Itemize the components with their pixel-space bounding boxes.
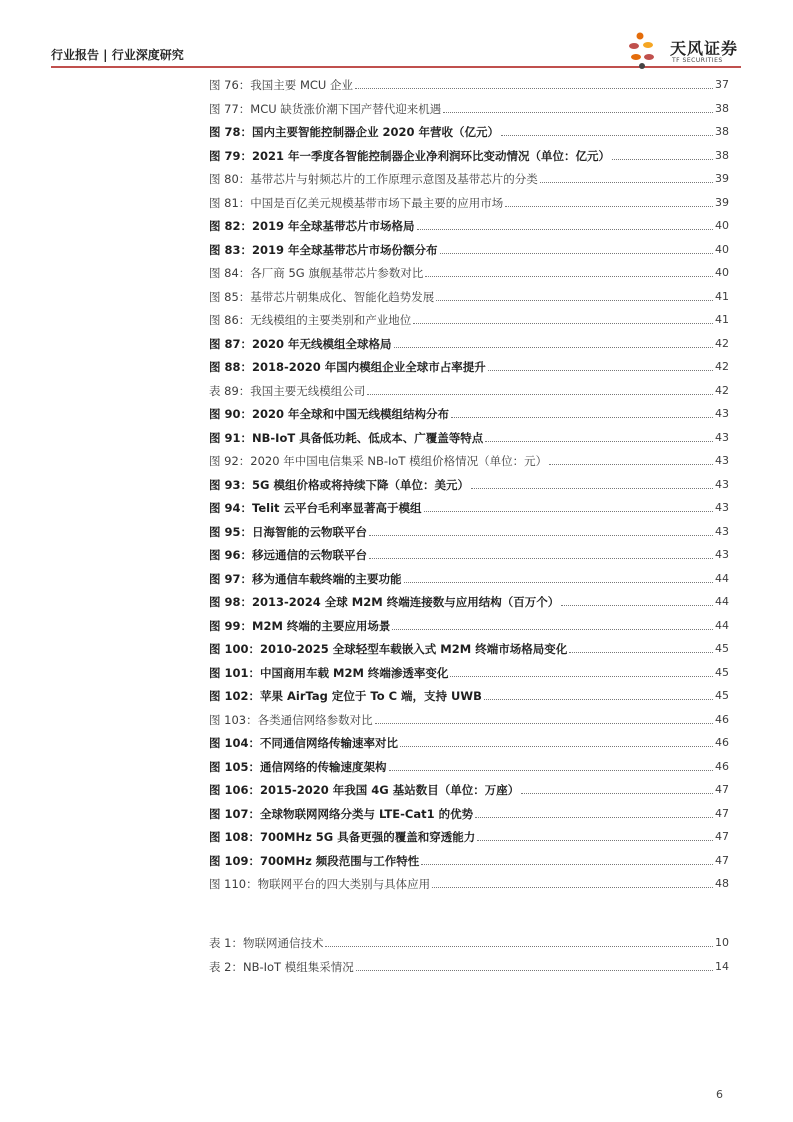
toc-entry[interactable] (209, 664, 729, 680)
toc-entry[interactable] (209, 958, 729, 974)
toc-entry-label: 图 97：移为通信车载终端的主要功能 (209, 571, 402, 586)
header-title: 行业报告 | 行业深度研究 (51, 48, 184, 62)
toc-entry-label: 图 98：2013-2024 全球 M2M 终端连接数与应用结构（百万个） (209, 595, 560, 609)
toc-entry-page: 44 (715, 571, 729, 585)
toc-entry-page: 38 (715, 148, 729, 162)
toc-entry-label: 图 85：基带芯片朝集成化、智能化趋势发展 (209, 289, 435, 304)
toc-leader-dots (477, 839, 713, 841)
toc-entry-page: 10 (715, 936, 729, 949)
toc-entry-page: 46 (715, 759, 729, 773)
toc-leader-dots (424, 510, 713, 512)
toc-entry-label: 图 95：日海智能的云物联平台 (209, 524, 368, 539)
toc-leader-dots (369, 557, 713, 559)
toc-leader-dots (475, 816, 713, 818)
toc-entry[interactable] (209, 758, 729, 774)
toc-leader-dots (392, 628, 713, 630)
toc-entry-page: 45 (715, 689, 729, 702)
toc-entry-page: 45 (715, 642, 729, 655)
toc-entry-page: 47 (715, 783, 729, 796)
toc-entry[interactable] (209, 711, 729, 727)
toc-entry-page: 41 (715, 313, 729, 326)
toc-entry[interactable] (209, 640, 729, 656)
toc-leader-dots (488, 369, 713, 371)
toc-entry-label: 图 86：无线模组的主要类别和产业地位 (209, 313, 412, 327)
brand-subtitle: TF SECURITIES (672, 57, 723, 64)
toc-entry[interactable] (209, 852, 729, 868)
toc-entry-page: 37 (715, 78, 729, 91)
toc-entry[interactable] (209, 335, 729, 351)
toc-entry-label: 图 93：5G 模组价格或将持续下降（单位：美元） (209, 477, 469, 492)
toc-entry-page: 40 (715, 219, 729, 232)
toc-leader-dots (450, 675, 713, 677)
toc-entry[interactable] (209, 875, 729, 891)
toc-leader-dots (471, 487, 713, 489)
brand-logo (626, 30, 746, 70)
toc-entry-label: 图 77：MCU 缺货涨价潮下国产替代迎来机遇 (209, 101, 442, 116)
toc-leader-dots (356, 969, 713, 971)
toc-entry-page: 40 (715, 266, 729, 279)
toc-leader-dots (404, 581, 713, 583)
toc-leader-dots (561, 604, 713, 606)
toc-entry[interactable] (209, 170, 729, 186)
toc-entry-page: 44 (715, 595, 729, 608)
toc-entry-label: 图 81：中国是百亿美元规模基带市场下最主要的应用市场 (209, 195, 504, 210)
toc-entry-page: 43 (715, 407, 729, 420)
toc-entry-page: 43 (715, 524, 729, 538)
toc-entry[interactable] (209, 288, 729, 304)
toc-leader-dots (421, 863, 713, 865)
toc-entry-page: 43 (715, 454, 729, 467)
toc-entry[interactable] (209, 523, 729, 539)
toc-entry-label: 图 76：我国主要 MCU 企业 (209, 78, 353, 92)
toc-entry-label: 图 103：各类通信网络参数对比 (209, 712, 373, 727)
toc-entry-label: 图 88：2018-2020 年国内模组企业全球市占率提升 (209, 360, 486, 374)
toc-entry[interactable] (209, 100, 729, 116)
toc-entry[interactable] (209, 546, 729, 562)
toc-entry-label: 表 2：NB-IoT 模组集采情况 (209, 959, 354, 974)
toc-leader-dots (432, 886, 713, 888)
toc-leader-dots (367, 393, 713, 395)
toc-entry-page: 14 (715, 959, 729, 973)
toc-entry[interactable] (209, 382, 729, 398)
toc-entry-label: 图 105：通信网络的传输速度架构 (209, 759, 387, 774)
toc-leader-dots (612, 158, 713, 160)
toc-entry-page: 43 (715, 430, 729, 444)
toc-entry[interactable] (209, 311, 729, 327)
toc-leader-dots (569, 651, 713, 653)
toc-entry-label: 图 107：全球物联网网络分类与 LTE-Cat1 的优势 (209, 806, 474, 821)
toc-entry[interactable] (209, 934, 729, 950)
toc-entry[interactable] (209, 828, 729, 844)
toc-entry-page: 42 (715, 360, 729, 373)
toc-entry-page: 43 (715, 477, 729, 491)
toc-entry-label: 图 78：国内主要智能控制器企业 2020 年营收（亿元） (209, 125, 500, 139)
toc-entry-label: 表 1：物联网通信技术 (209, 936, 324, 950)
logo-mark-icon (626, 30, 670, 70)
toc-leader-dots (484, 698, 713, 700)
toc-entry-label: 图 83：2019 年全球基带芯片市场份额分布 (209, 242, 438, 257)
toc-entry[interactable] (209, 593, 729, 609)
toc-leader-dots (436, 299, 713, 301)
toc-entry-label: 图 92：2020 年中国电信集采 NB-IoT 模组价格情况（单位：元） (209, 454, 548, 468)
toc-entry[interactable] (209, 570, 729, 586)
toc-entry-page: 43 (715, 548, 729, 561)
toc-entry-label: 图 99：M2M 终端的主要应用场景 (209, 618, 391, 633)
toc-leader-dots (540, 181, 713, 183)
toc-entry-label: 图 80：基带芯片与射频芯片的工作原理示意图及基带芯片的分类 (209, 172, 538, 186)
toc-entry-label: 图 82：2019 年全球基带芯片市场格局 (209, 219, 415, 233)
toc-entry[interactable] (209, 241, 729, 257)
toc-entry[interactable] (209, 358, 729, 374)
toc-entry-page: 39 (715, 172, 729, 185)
toc-entry-label: 图 110：物联网平台的四大类别与具体应用 (209, 877, 431, 891)
toc-entry[interactable] (209, 194, 729, 210)
toc-entry-page: 47 (715, 806, 729, 820)
toc-leader-dots (400, 745, 713, 747)
toc-entry[interactable] (209, 429, 729, 445)
toc-entry-label: 图 84：各厂商 5G 旗舰基带芯片参数对比 (209, 266, 424, 280)
toc-entry-label: 图 100：2010-2025 全球轻型车载嵌入式 M2M 终端市场格局变化 (209, 642, 568, 656)
brand-name: 天风证券 (670, 39, 739, 58)
toc-leader-dots (505, 205, 713, 207)
toc-entry[interactable] (209, 123, 729, 139)
toc-entry-label: 图 102：苹果 AirTag 定位于 To C 端，支持 UWB (209, 689, 482, 703)
toc-entry-label: 图 90：2020 年全球和中国无线模组结构分布 (209, 407, 450, 421)
toc-leader-dots (417, 228, 713, 230)
toc-entry-page: 45 (715, 665, 729, 679)
toc-entry[interactable] (209, 781, 729, 797)
toc-leader-dots (369, 534, 713, 536)
toc-entry-label: 图 87：2020 年无线模组全球格局 (209, 336, 392, 351)
toc-entry[interactable] (209, 687, 729, 703)
toc-entry-label: 图 106：2015-2020 年我国 4G 基站数目（单位：万座） (209, 783, 520, 797)
toc-entry-label: 图 94：Telit 云平台毛利率显著高于模组 (209, 501, 422, 515)
toc-leader-dots (549, 463, 713, 465)
toc-entry-page: 48 (715, 877, 729, 890)
toc-entry-page: 43 (715, 501, 729, 514)
toc-entry-label: 图 96：移远通信的云物联平台 (209, 548, 368, 562)
toc-entry-page: 44 (715, 618, 729, 632)
toc-entry[interactable] (209, 734, 729, 750)
toc-entry-page: 46 (715, 736, 729, 749)
toc-leader-dots (443, 111, 713, 113)
toc-entry-label: 图 79：2021 年一季度各智能控制器企业净利润环比变动情况（单位：亿元） (209, 148, 611, 163)
toc-leader-dots (394, 346, 713, 348)
toc-leader-dots (425, 275, 713, 277)
toc-entry-page: 47 (715, 853, 729, 867)
toc-entry[interactable] (209, 405, 729, 421)
toc-leader-dots (355, 87, 713, 89)
toc-entry[interactable] (209, 452, 729, 468)
toc-entry[interactable] (209, 217, 729, 233)
toc-entry[interactable] (209, 805, 729, 821)
toc-entry-page: 42 (715, 383, 729, 397)
toc-entry[interactable] (209, 476, 729, 492)
toc-entry-page: 40 (715, 242, 729, 256)
toc-entry-label: 图 91：NB-IoT 具备低功耗、低成本、广覆盖等特点 (209, 430, 484, 445)
page-header (51, 30, 741, 70)
toc-entry-page: 39 (715, 195, 729, 209)
toc-entry[interactable] (209, 499, 729, 515)
toc-entry-label: 图 108：700MHz 5G 具备更强的覆盖和穿透能力 (209, 830, 476, 844)
toc-leader-dots (451, 416, 713, 418)
toc-leader-dots (375, 722, 713, 724)
toc-leader-dots (521, 792, 713, 794)
toc-entry[interactable] (209, 147, 729, 163)
toc-entry[interactable] (209, 264, 729, 280)
toc-entry-label: 图 109：700MHz 频段范围与工作特性 (209, 853, 420, 868)
toc-entry-page: 38 (715, 125, 729, 138)
toc-entry-page: 41 (715, 289, 729, 303)
toc-entry[interactable] (209, 617, 729, 633)
toc-leader-dots (389, 769, 713, 771)
toc-entry-page: 46 (715, 712, 729, 726)
toc-entry-page: 42 (715, 336, 729, 350)
toc-entry-page: 38 (715, 101, 729, 115)
toc-leader-dots (413, 322, 713, 324)
page-number: 6 (716, 1088, 723, 1101)
toc-leader-dots (325, 945, 713, 947)
toc-entry-label: 图 101：中国商用车载 M2M 终端渗透率变化 (209, 665, 449, 680)
toc-entry-page: 47 (715, 830, 729, 843)
toc-leader-dots (501, 134, 713, 136)
toc-entry[interactable] (209, 76, 729, 92)
toc-leader-dots (440, 252, 713, 254)
toc-entry-label: 表 89：我国主要无线模组公司 (209, 383, 366, 398)
toc-entry-label: 图 104：不同通信网络传输速率对比 (209, 736, 399, 750)
toc-leader-dots (485, 440, 713, 442)
